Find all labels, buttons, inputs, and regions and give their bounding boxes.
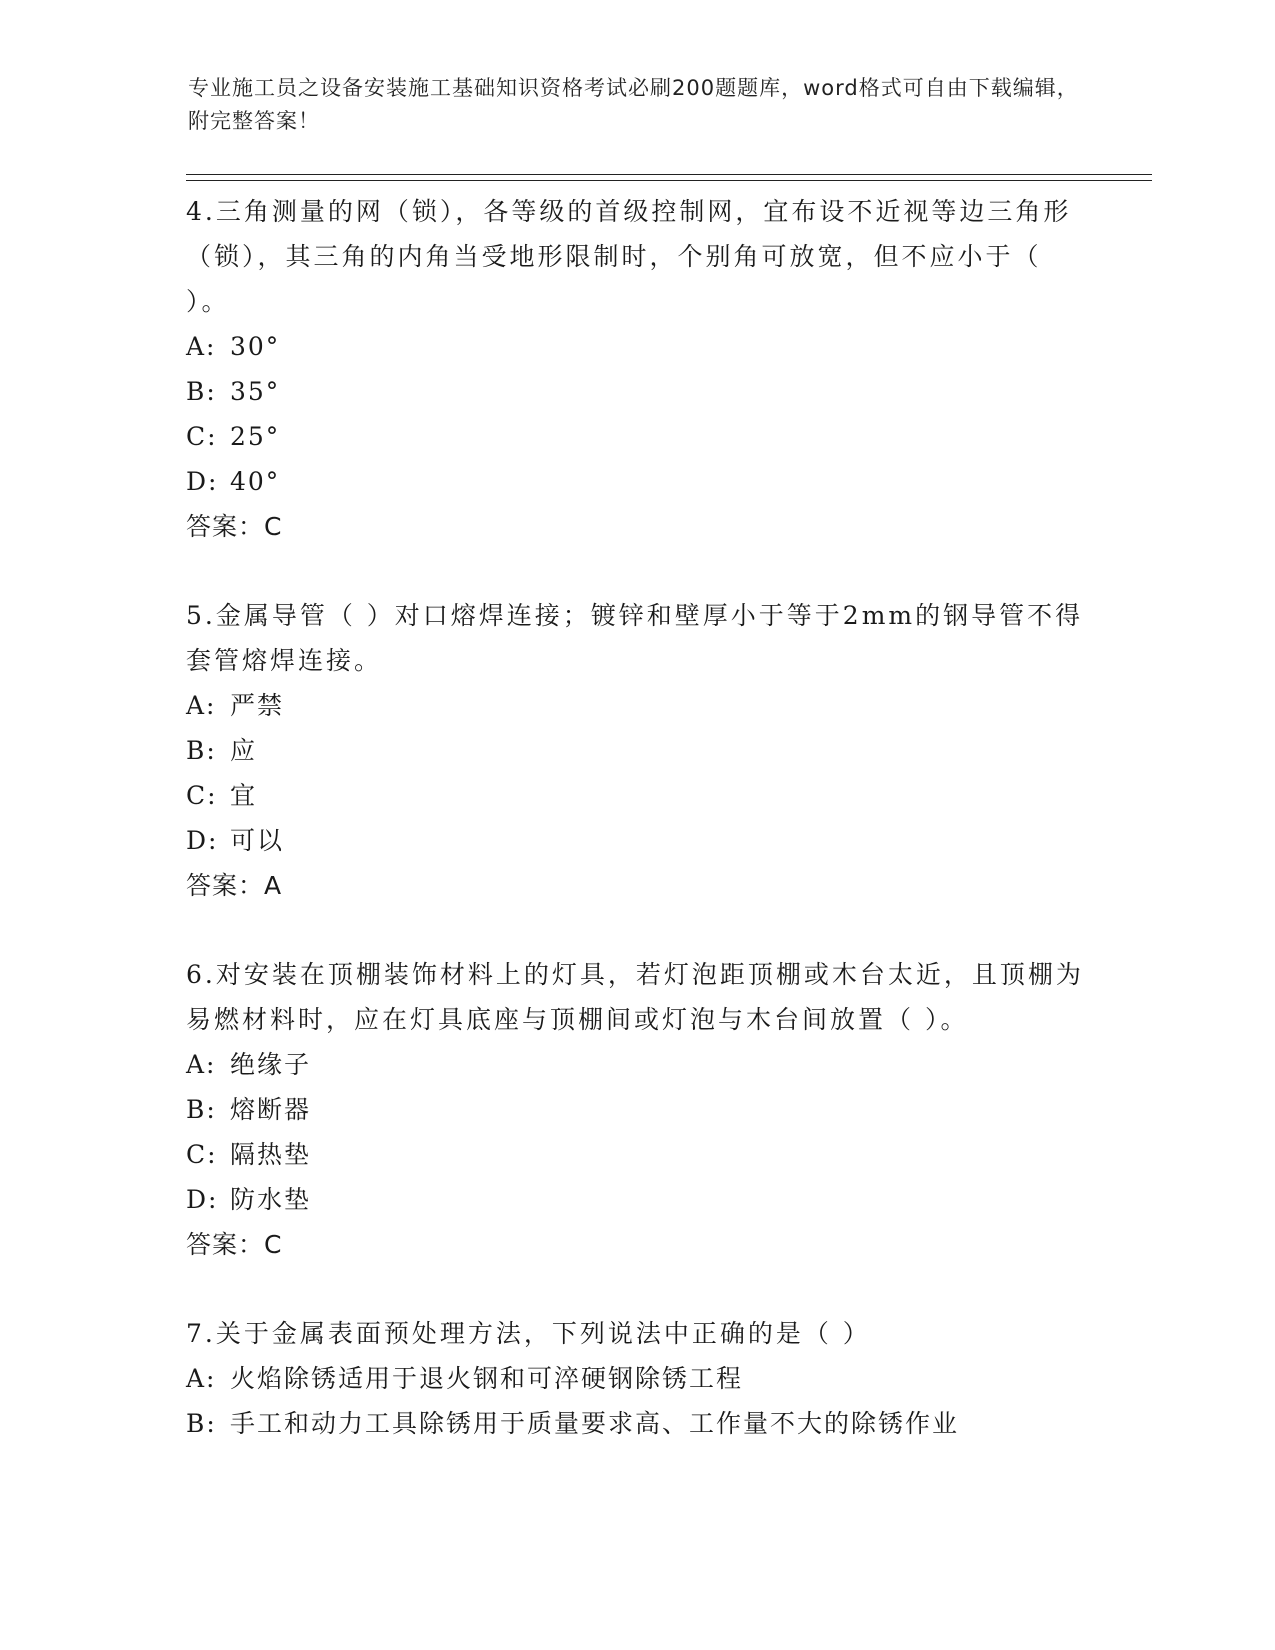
option-key: D: (186, 826, 219, 855)
option-c (186, 773, 1086, 818)
question-list (186, 188, 1086, 1446)
option-b (186, 369, 1086, 414)
option-text: 可以 (230, 826, 285, 855)
header-divider-top (186, 174, 1152, 175)
option-key: C: (186, 1140, 218, 1169)
option-key: A: (186, 1050, 217, 1079)
option-d (186, 1177, 1086, 1222)
option-key: B: (186, 1095, 217, 1124)
answer-line: 答案：A (186, 871, 283, 900)
option-text: 隔热垫 (230, 1140, 312, 1169)
document-header: 专业施工员之设备安装施工基础知识资格考试必刷200题题库，word格式可自由下载编辑，附完整答案！ (188, 76, 1079, 133)
option-text: 25° (230, 422, 281, 451)
option-a (186, 324, 1086, 369)
option-c (186, 1132, 1086, 1177)
option-key: B: (186, 736, 217, 765)
option-text: 35° (230, 377, 281, 406)
question-stem: 4.三角测量的网（锁），各等级的首级控制网，宜布设不近视等边三角形（锁），其三角的内角当受地形限制时，个别角可放宽，但不应小于（ ）。 (186, 197, 1072, 316)
header-divider-bottom (186, 180, 1152, 181)
option-a (186, 1356, 1086, 1401)
question-stem: 5.金属导管（ ）对口熔焊连接；镀锌和壁厚小于等于2mm的钢导管不得套管熔焊连接。 (186, 601, 1084, 675)
question-stem: 6.对安装在顶棚装饰材料上的灯具，若灯泡距顶棚或木台太近，且顶棚为易燃材料时，应在灯具底座与顶棚间或灯泡与木台间放置（ ）。 (186, 960, 1084, 1034)
question-gap (186, 550, 1086, 592)
option-key: C: (186, 422, 218, 451)
option-c (186, 414, 1086, 459)
option-text: 应 (230, 736, 258, 765)
option-d (186, 818, 1086, 863)
option-key: A: (186, 332, 217, 361)
option-key: B: (186, 1409, 217, 1438)
option-text: 绝缘子 (230, 1050, 312, 1079)
answer-line: 答案：C (186, 512, 283, 541)
option-key: D: (186, 467, 219, 496)
answer-line: 答案：C (186, 1230, 283, 1259)
option-key: A: (186, 691, 217, 720)
option-text: 熔断器 (230, 1095, 312, 1124)
option-text: 手工和动力工具除锈用于质量要求高、工作量不大的除锈作业 (230, 1409, 960, 1438)
question-7 (186, 1310, 1086, 1446)
option-d (186, 459, 1086, 504)
option-text: 严禁 (230, 691, 285, 720)
option-text: 30° (230, 332, 281, 361)
question-stem: 7.关于金属表面预处理方法，下列说法中正确的是（ ） (186, 1319, 871, 1348)
option-text: 火焰除锈适用于退火钢和可淬硬钢除锈工程 (230, 1364, 744, 1393)
option-text: 宜 (230, 781, 258, 810)
question-5 (186, 592, 1086, 909)
option-b (186, 1087, 1086, 1132)
option-a (186, 1042, 1086, 1087)
option-text: 40° (230, 467, 281, 496)
option-key: D: (186, 1185, 219, 1214)
question-6 (186, 951, 1086, 1268)
question-gap (186, 1268, 1086, 1310)
option-key: A: (186, 1364, 217, 1393)
option-b (186, 1401, 1086, 1446)
option-key: C: (186, 781, 218, 810)
option-a (186, 683, 1086, 728)
option-b (186, 728, 1086, 773)
option-key: B: (186, 377, 217, 406)
option-text: 防水垫 (230, 1185, 312, 1214)
question-4 (186, 188, 1086, 550)
question-gap (186, 909, 1086, 951)
